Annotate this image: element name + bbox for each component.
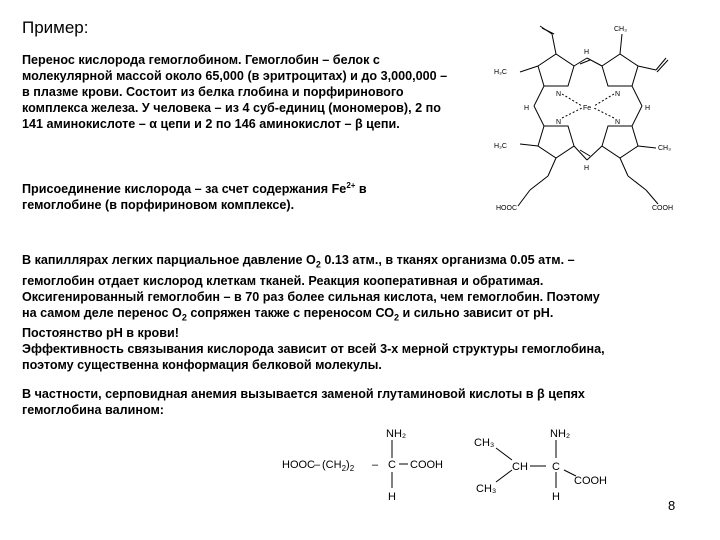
capillary-line <box>22 252 702 273</box>
intro-line: молекулярной массой около 65,000 (в эритроцитах) и до 3,000,000 – <box>22 69 448 83</box>
heme-nitrogen-label: N <box>556 91 562 98</box>
anemia-paragraph <box>22 386 682 418</box>
hydrogen-label: H <box>552 491 560 503</box>
oxygen-paragraph <box>22 178 422 213</box>
heme-h-label: H <box>584 165 590 172</box>
heme-methyl-label: CH₃ <box>658 145 671 152</box>
intro-line: Перенос кислорода гемоглобином. Гемоглобин – белок с <box>22 53 380 67</box>
subscript: 2 <box>181 312 187 323</box>
methyl-group-label: CH₃ <box>476 483 497 495</box>
intro-line: комплекса железа. У человека – из 4 суб-единиц (мономеров), 2 по <box>22 101 441 115</box>
heme-methyl-label: CH₃ <box>614 26 627 33</box>
capillary-line: Постоянство рН в крови! <box>22 326 179 341</box>
methine-group-label: CH <box>512 461 528 473</box>
intro-line: 141 аминокислоте – α цепи и 2 по 146 аминокислот – β цепи. <box>22 117 400 131</box>
heme-nitrogen-label: N <box>615 119 621 126</box>
intro-paragraph <box>22 52 492 132</box>
heme-h-label: H <box>584 49 590 56</box>
subscript: 2 <box>394 312 400 323</box>
heme-iron-label: Fe <box>583 105 592 112</box>
alpha-carbon-label: C <box>388 459 396 471</box>
heme-structure-diagram <box>490 14 705 219</box>
oxygen-line-1 <box>22 178 422 197</box>
amino-group-label: NH₂ <box>550 428 571 440</box>
oxygen-text: в <box>355 182 367 197</box>
carboxyl-group-label: HOOC <box>282 459 315 471</box>
subscript: 2 <box>315 259 321 270</box>
heme-carboxyl-label: COOH <box>652 205 673 212</box>
heme-nitrogen-label: N <box>556 119 562 126</box>
anemia-line: В частности, серповидная анемия вызывается заменой глутаминовой кислоты в β цепях <box>22 387 585 401</box>
glutamic-acid-structure <box>280 424 460 504</box>
capillary-line: Эффективность связывания кислорода зависит от всей 3-х мерной структуры гемоглобина, <box>22 342 605 357</box>
alpha-carbon-label: C <box>552 461 560 473</box>
heme-methyl-label: H₃C <box>494 143 507 150</box>
intro-line: в плазме крови. Состоит из белка глобина и порфиринового <box>22 85 404 99</box>
capillary-line: поэтому существенна конформация белковой молекулы. <box>22 358 382 373</box>
capillary-line: гемоглобин отдает кислород клеткам тканей. Реакция кооперативная и обратимая. <box>22 273 544 288</box>
capillary-text: сопряжен также с переносом СО <box>186 305 395 320</box>
heme-nitrogen-label: N <box>615 91 621 98</box>
valine-structure <box>470 424 620 504</box>
heme-h-label: H <box>524 105 530 112</box>
page-number: 8 <box>668 498 676 513</box>
carboxyl-group-label: COOH <box>410 459 443 471</box>
capillary-text: и сильно зависит от рН. <box>399 305 554 320</box>
methylene-group-label: $(CH_2)_2$ <box>322 459 355 473</box>
capillary-text: на самом деле перенос О <box>22 305 182 320</box>
bond-dash: – <box>314 459 321 471</box>
iron-charge: 2+ <box>346 181 356 190</box>
methyl-group-label: CH₃ <box>474 437 495 449</box>
heme-methyl-label: H₃C <box>494 69 507 76</box>
anemia-line: гемоглобина валином: <box>22 403 164 417</box>
hydrogen-label: H <box>388 491 396 503</box>
carboxyl-group-label: COOH <box>574 475 607 487</box>
capillary-line: Оксигенированный гемоглобин – в 70 раз более сильная кислота, чем гемоглобин. Поэтому <box>22 289 600 304</box>
heme-h-label: H <box>645 105 651 112</box>
slide-title: Пример: <box>22 18 89 37</box>
heme-carboxyl-label: HOOC <box>496 205 517 212</box>
amino-group-label: NH₂ <box>386 428 407 440</box>
capillary-text: 0.13 атм., в тканях организма 0.05 атм. – <box>320 253 575 267</box>
capillary-paragraph <box>22 252 702 373</box>
bond-dash: – <box>372 459 379 471</box>
capillary-text: В капиллярах легких парциальное давление О <box>22 253 316 267</box>
oxygen-text: Присоединение кислорода – за счет содержания Fe <box>22 182 347 197</box>
oxygen-line-2: гемоглобине (в порфириновом комплексе). <box>22 198 295 213</box>
capillary-line <box>22 305 702 326</box>
